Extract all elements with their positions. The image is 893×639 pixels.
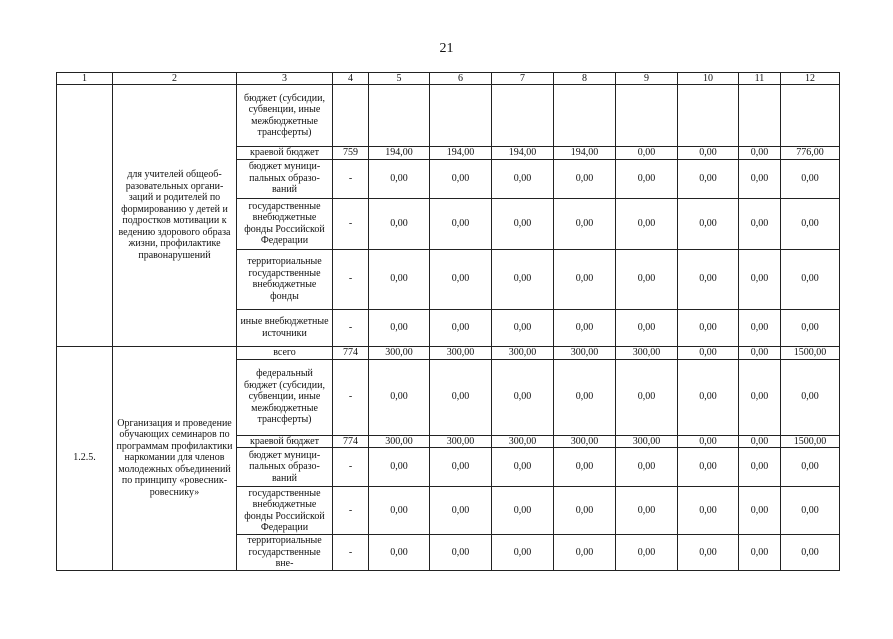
budget-code: 759 bbox=[333, 147, 369, 160]
amount-cell: 300,00 bbox=[430, 435, 492, 448]
amount-cell: 0,00 bbox=[781, 359, 840, 435]
budget-code bbox=[333, 85, 369, 147]
funding-source: бюджет (субсидии, субвенции, иные межбюджетные трансферты) bbox=[237, 85, 333, 147]
funding-source: территориальные государственные вне- bbox=[237, 535, 333, 571]
amount-cell: 0,00 bbox=[781, 309, 840, 346]
amount-cell: 0,00 bbox=[554, 448, 616, 487]
funding-source: всего bbox=[237, 346, 333, 359]
amount-cell: 0,00 bbox=[739, 487, 781, 535]
amount-cell: 300,00 bbox=[430, 346, 492, 359]
amount-cell: 0,00 bbox=[492, 249, 554, 309]
amount-cell: 194,00 bbox=[369, 147, 430, 160]
amount-cell bbox=[430, 85, 492, 147]
amount-cell: 0,00 bbox=[430, 535, 492, 571]
amount-cell: 0,00 bbox=[678, 198, 739, 249]
funding-source: бюджет муниципальных образований bbox=[237, 159, 333, 198]
amount-cell: 0,00 bbox=[739, 535, 781, 571]
activity-name: для учителей общеобразовательных организаций и родителей по формированию у детей и подростков мотивации к ведению здорового образа жизни, профилактике правонарушений bbox=[113, 85, 237, 347]
funding-source: иные внебюджетные источники bbox=[237, 309, 333, 346]
funding-source: государственные внебюджетные фонды Российской Федерации bbox=[237, 487, 333, 535]
activity-name: Организация и проведение обучающих семинаров по программам профилактики наркомании для членов молодежных объединений по принципу «ровесник-ровеснику» bbox=[113, 346, 237, 570]
amount-cell: 0,00 bbox=[781, 535, 840, 571]
amount-cell: 0,00 bbox=[369, 249, 430, 309]
amount-cell: 300,00 bbox=[554, 435, 616, 448]
amount-cell: 0,00 bbox=[492, 159, 554, 198]
column-number: 10 bbox=[678, 73, 739, 85]
amount-cell: 0,00 bbox=[430, 448, 492, 487]
amount-cell: 300,00 bbox=[554, 346, 616, 359]
amount-cell: 194,00 bbox=[554, 147, 616, 160]
amount-cell: 1500,00 bbox=[781, 346, 840, 359]
amount-cell: 0,00 bbox=[369, 535, 430, 571]
amount-cell: 0,00 bbox=[369, 487, 430, 535]
amount-cell: 0,00 bbox=[739, 448, 781, 487]
amount-cell: 0,00 bbox=[678, 359, 739, 435]
amount-cell: 0,00 bbox=[739, 346, 781, 359]
amount-cell: 0,00 bbox=[616, 159, 678, 198]
item-number: 1.2.5. bbox=[57, 346, 113, 570]
amount-cell: 0,00 bbox=[616, 309, 678, 346]
amount-cell: 0,00 bbox=[430, 198, 492, 249]
amount-cell: 194,00 bbox=[430, 147, 492, 160]
amount-cell: 300,00 bbox=[369, 435, 430, 448]
amount-cell: 0,00 bbox=[430, 159, 492, 198]
amount-cell: 0,00 bbox=[492, 359, 554, 435]
amount-cell: 0,00 bbox=[492, 487, 554, 535]
amount-cell: 0,00 bbox=[369, 448, 430, 487]
amount-cell: 300,00 bbox=[616, 346, 678, 359]
column-number: 5 bbox=[369, 73, 430, 85]
funding-source: бюджет муниципальных образований bbox=[237, 448, 333, 487]
amount-cell: 0,00 bbox=[616, 198, 678, 249]
column-number: 9 bbox=[616, 73, 678, 85]
amount-cell: 0,00 bbox=[492, 198, 554, 249]
amount-cell: 0,00 bbox=[430, 487, 492, 535]
amount-cell bbox=[554, 85, 616, 147]
column-number-row bbox=[57, 73, 840, 85]
budget-code: 774 bbox=[333, 346, 369, 359]
amount-cell: 300,00 bbox=[369, 346, 430, 359]
amount-cell: 0,00 bbox=[554, 309, 616, 346]
funding-source: федеральный бюджет (субсидии, субвенции, иные межбюджетные трансферты) bbox=[237, 359, 333, 435]
amount-cell: 776,00 bbox=[781, 147, 840, 160]
amount-cell: 0,00 bbox=[678, 435, 739, 448]
amount-cell: 0,00 bbox=[492, 535, 554, 571]
amount-cell: 0,00 bbox=[781, 249, 840, 309]
amount-cell: 0,00 bbox=[616, 487, 678, 535]
column-number: 7 bbox=[492, 73, 554, 85]
funding-source: краевой бюджет bbox=[237, 147, 333, 160]
column-number: 11 bbox=[739, 73, 781, 85]
amount-cell: 0,00 bbox=[739, 249, 781, 309]
amount-cell: 0,00 bbox=[369, 198, 430, 249]
funding-source: краевой бюджет bbox=[237, 435, 333, 448]
amount-cell: 0,00 bbox=[430, 309, 492, 346]
column-number: 8 bbox=[554, 73, 616, 85]
amount-cell: 0,00 bbox=[430, 359, 492, 435]
column-number: 1 bbox=[57, 73, 113, 85]
table-row bbox=[57, 346, 840, 359]
amount-cell: 0,00 bbox=[678, 309, 739, 346]
amount-cell: 300,00 bbox=[492, 346, 554, 359]
funding-source: территориальные государственные внебюджетные фонды bbox=[237, 249, 333, 309]
amount-cell: 0,00 bbox=[554, 159, 616, 198]
amount-cell: 300,00 bbox=[492, 435, 554, 448]
amount-cell: 0,00 bbox=[739, 159, 781, 198]
amount-cell: 0,00 bbox=[781, 487, 840, 535]
amount-cell: 0,00 bbox=[739, 359, 781, 435]
budget-code: - bbox=[333, 359, 369, 435]
amount-cell: 0,00 bbox=[616, 147, 678, 160]
amount-cell: 0,00 bbox=[616, 448, 678, 487]
budget-table bbox=[56, 72, 840, 571]
column-number: 2 bbox=[113, 73, 237, 85]
amount-cell: 0,00 bbox=[678, 448, 739, 487]
budget-code: - bbox=[333, 535, 369, 571]
amount-cell: 0,00 bbox=[492, 448, 554, 487]
budget-code: - bbox=[333, 159, 369, 198]
amount-cell bbox=[678, 85, 739, 147]
amount-cell: 0,00 bbox=[430, 249, 492, 309]
table-row bbox=[57, 85, 840, 147]
budget-code: - bbox=[333, 249, 369, 309]
column-number: 12 bbox=[781, 73, 840, 85]
amount-cell: 0,00 bbox=[554, 198, 616, 249]
amount-cell: 0,00 bbox=[739, 435, 781, 448]
amount-cell: 0,00 bbox=[739, 147, 781, 160]
amount-cell bbox=[616, 85, 678, 147]
amount-cell: 0,00 bbox=[554, 535, 616, 571]
amount-cell: 0,00 bbox=[616, 535, 678, 571]
amount-cell: 0,00 bbox=[678, 147, 739, 160]
budget-code: 774 bbox=[333, 435, 369, 448]
budget-code: - bbox=[333, 198, 369, 249]
amount-cell: 0,00 bbox=[554, 249, 616, 309]
amount-cell: 0,00 bbox=[678, 159, 739, 198]
funding-source: государственные внебюджетные фонды Российской Федерации bbox=[237, 198, 333, 249]
amount-cell: 300,00 bbox=[616, 435, 678, 448]
amount-cell bbox=[492, 85, 554, 147]
amount-cell: 0,00 bbox=[678, 346, 739, 359]
amount-cell: 0,00 bbox=[492, 309, 554, 346]
amount-cell: 0,00 bbox=[781, 448, 840, 487]
amount-cell: 0,00 bbox=[369, 359, 430, 435]
page-number: 21 bbox=[439, 41, 454, 56]
column-number: 6 bbox=[430, 73, 492, 85]
amount-cell: 0,00 bbox=[739, 198, 781, 249]
item-number bbox=[57, 85, 113, 347]
table-body bbox=[57, 73, 840, 571]
amount-cell: 194,00 bbox=[492, 147, 554, 160]
column-number: 3 bbox=[237, 73, 333, 85]
amount-cell bbox=[739, 85, 781, 147]
amount-cell: 0,00 bbox=[369, 159, 430, 198]
budget-code: - bbox=[333, 309, 369, 346]
amount-cell: 0,00 bbox=[554, 487, 616, 535]
amount-cell: 0,00 bbox=[369, 309, 430, 346]
amount-cell bbox=[369, 85, 430, 147]
amount-cell: 0,00 bbox=[678, 249, 739, 309]
amount-cell: 0,00 bbox=[616, 249, 678, 309]
amount-cell bbox=[781, 85, 840, 147]
column-number: 4 bbox=[333, 73, 369, 85]
budget-code: - bbox=[333, 448, 369, 487]
amount-cell: 0,00 bbox=[781, 198, 840, 249]
amount-cell: 0,00 bbox=[781, 159, 840, 198]
amount-cell: 0,00 bbox=[739, 309, 781, 346]
amount-cell: 0,00 bbox=[554, 359, 616, 435]
amount-cell: 0,00 bbox=[678, 487, 739, 535]
amount-cell: 0,00 bbox=[616, 359, 678, 435]
amount-cell: 1500,00 bbox=[781, 435, 840, 448]
budget-code: - bbox=[333, 487, 369, 535]
amount-cell: 0,00 bbox=[678, 535, 739, 571]
